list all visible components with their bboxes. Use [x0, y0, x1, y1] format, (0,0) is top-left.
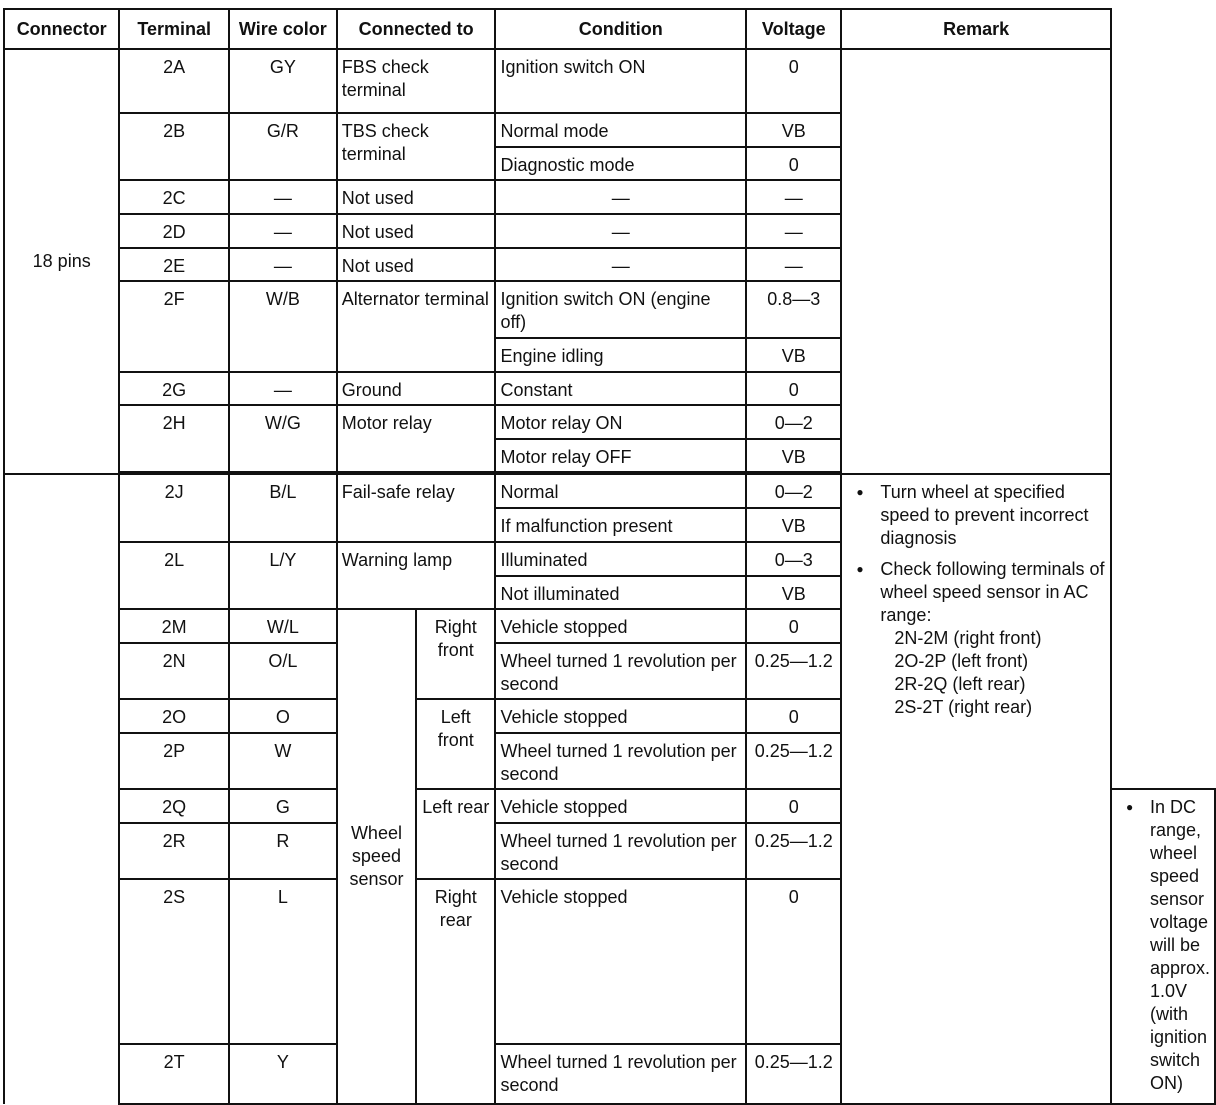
condition-cell: Vehicle stopped	[495, 699, 746, 733]
voltage-cell: 0	[746, 147, 841, 180]
wire-color-cell: —	[229, 180, 337, 214]
condition-cell: Motor relay OFF	[495, 439, 746, 472]
voltage-cell: 0—2	[746, 474, 841, 508]
condition-cell: —	[495, 214, 746, 248]
terminal-cell: 2M	[119, 609, 229, 643]
condition-cell: Engine idling	[495, 338, 746, 372]
wire-color-cell: R	[229, 823, 337, 879]
condition-cell: —	[495, 180, 746, 214]
terminal-cell: 2H	[119, 405, 229, 472]
connected-to-cell: Fail-safe relay	[337, 474, 496, 542]
condition-cell: Wheel turned 1 revolution per second	[495, 733, 746, 789]
voltage-cell: VB	[746, 113, 841, 147]
voltage-cell: 0	[746, 699, 841, 733]
condition-cell: Ignition switch ON (engine off)	[495, 281, 746, 338]
condition-cell: Motor relay ON	[495, 405, 746, 439]
wire-color-cell: W/L	[229, 609, 337, 643]
terminal-cell: 2R	[119, 823, 229, 879]
remark-subitem: 2N-2M (right front)	[894, 628, 1042, 648]
remark-text: Check following terminals of wheel speed sensor in AC range:	[880, 559, 1105, 625]
connected-to-wheel-sensor: Wheel speed sensor	[337, 609, 416, 1104]
connected-to-cell: FBS check terminal	[337, 49, 496, 113]
wire-color-cell: O/L	[229, 643, 337, 699]
voltage-cell: 0—2	[746, 405, 841, 439]
terminal-cell: 2F	[119, 281, 229, 372]
terminal-cell: 2D	[119, 214, 229, 248]
terminal-cell: 2G	[119, 372, 229, 405]
voltage-cell: 0	[746, 49, 841, 113]
condition-cell: —	[495, 248, 746, 281]
connected-to-cell: Not used	[337, 214, 496, 248]
voltage-cell: —	[746, 214, 841, 248]
voltage-cell: —	[746, 248, 841, 281]
wire-color-cell: G	[229, 789, 337, 823]
header-wire-color: Wire color	[229, 9, 337, 49]
connector-cell: 18 pins	[4, 49, 119, 474]
remark-subitem: 2S-2T (right rear)	[894, 697, 1033, 717]
table-row	[4, 474, 1215, 508]
remark-cell-ac	[841, 474, 1111, 1104]
terminal-cell: 2C	[119, 180, 229, 214]
wire-color-cell: G/R	[229, 113, 337, 180]
wire-color-cell: O	[229, 699, 337, 733]
connected-to-cell: Not used	[337, 248, 496, 281]
voltage-cell: 0	[746, 879, 841, 1044]
voltage-cell: 0	[746, 789, 841, 823]
condition-cell: Ignition switch ON	[495, 49, 746, 113]
condition-cell: Normal mode	[495, 113, 746, 147]
connected-to-cell: TBS check terminal	[337, 113, 496, 180]
condition-cell: If malfunction present	[495, 508, 746, 542]
connected-to-cell: Ground	[337, 372, 496, 405]
wire-color-cell: W/G	[229, 405, 337, 472]
voltage-cell: VB	[746, 508, 841, 542]
wire-color-cell: L	[229, 879, 337, 1044]
voltage-cell: 0.25—1.2	[746, 733, 841, 789]
condition-cell: Diagnostic mode	[495, 147, 746, 180]
terminal-cell: 2J	[119, 474, 229, 542]
terminal-voltage-table	[3, 8, 1216, 1105]
voltage-cell: VB	[746, 338, 841, 372]
condition-cell: Illuminated	[495, 542, 746, 576]
wire-color-cell: Y	[229, 1044, 337, 1104]
remark-cell-empty	[841, 49, 1111, 474]
header-condition: Condition	[495, 9, 746, 49]
wire-color-cell: —	[229, 214, 337, 248]
condition-cell: Wheel turned 1 revolution per second	[495, 1044, 746, 1104]
remark-bullet: ● Turn wheel at specified speed to prevent incorrect diagnosis	[856, 481, 1106, 550]
terminal-cell: 2E	[119, 248, 229, 281]
terminal-cell: 2L	[119, 542, 229, 609]
condition-cell: Vehicle stopped	[495, 609, 746, 643]
header-row	[4, 9, 1215, 49]
header-remark: Remark	[841, 9, 1111, 49]
wire-color-cell: W/B	[229, 281, 337, 372]
remark-cell-dc	[1111, 789, 1215, 1104]
wire-color-cell: GY	[229, 49, 337, 113]
terminal-cell: 2Q	[119, 789, 229, 823]
condition-cell: Vehicle stopped	[495, 789, 746, 823]
terminal-cell: 2O	[119, 699, 229, 733]
voltage-cell: 0.25—1.2	[746, 823, 841, 879]
terminal-cell: 2T	[119, 1044, 229, 1104]
terminal-cell: 2N	[119, 643, 229, 699]
remark-subitem: 2R-2Q (left rear)	[894, 674, 1026, 694]
table-row	[4, 49, 1215, 113]
terminal-cell: 2P	[119, 733, 229, 789]
connected-to-cell: Warning lamp	[337, 542, 496, 609]
voltage-cell: 0	[746, 609, 841, 643]
terminal-cell: 2B	[119, 113, 229, 180]
condition-cell: Not illuminated	[495, 576, 746, 609]
wheel-position-cell: Left front	[416, 699, 495, 789]
wire-color-cell: L/Y	[229, 542, 337, 609]
wheel-position-cell: Right front	[416, 609, 495, 699]
remark-subitem: 2O-2P (left front)	[894, 651, 1029, 671]
connected-to-cell: Not used	[337, 180, 496, 214]
remark-bullet	[856, 558, 1106, 719]
voltage-cell: —	[746, 180, 841, 214]
voltage-cell: VB	[746, 576, 841, 609]
wire-color-cell: W	[229, 733, 337, 789]
header-terminal: Terminal	[119, 9, 229, 49]
connector-cell-blank	[4, 474, 119, 1104]
wire-color-cell: —	[229, 248, 337, 281]
condition-cell: Wheel turned 1 revolution per second	[495, 823, 746, 879]
terminal-cell: 2S	[119, 879, 229, 1044]
voltage-cell: 0—3	[746, 542, 841, 576]
condition-cell: Constant	[495, 372, 746, 405]
header-connector: Connector	[4, 9, 119, 49]
header-voltage: Voltage	[746, 9, 841, 49]
voltage-cell: 0	[746, 372, 841, 405]
condition-cell: Normal	[495, 474, 746, 508]
voltage-cell: 0.25—1.2	[746, 643, 841, 699]
remark-bullet: ● In DC range, wheel speed sensor voltage will be approx. 1.0V (with ignition switch ON)	[1126, 796, 1210, 1095]
remark-sublist	[880, 627, 1106, 719]
wheel-position-cell: Left rear	[416, 789, 495, 879]
terminal-cell: 2A	[119, 49, 229, 113]
header-connected-to: Connected to	[337, 9, 496, 49]
voltage-cell: 0.8—3	[746, 281, 841, 338]
condition-cell: Wheel turned 1 revolution per second	[495, 643, 746, 699]
condition-cell: Vehicle stopped	[495, 879, 746, 1044]
connected-to-cell: Motor relay	[337, 405, 496, 472]
wheel-position-cell: Right rear	[416, 879, 495, 1104]
wire-color-cell: —	[229, 372, 337, 405]
voltage-cell: VB	[746, 439, 841, 472]
connected-to-cell: Alternator terminal	[337, 281, 496, 372]
wire-color-cell: B/L	[229, 474, 337, 542]
voltage-cell: 0.25—1.2	[746, 1044, 841, 1104]
